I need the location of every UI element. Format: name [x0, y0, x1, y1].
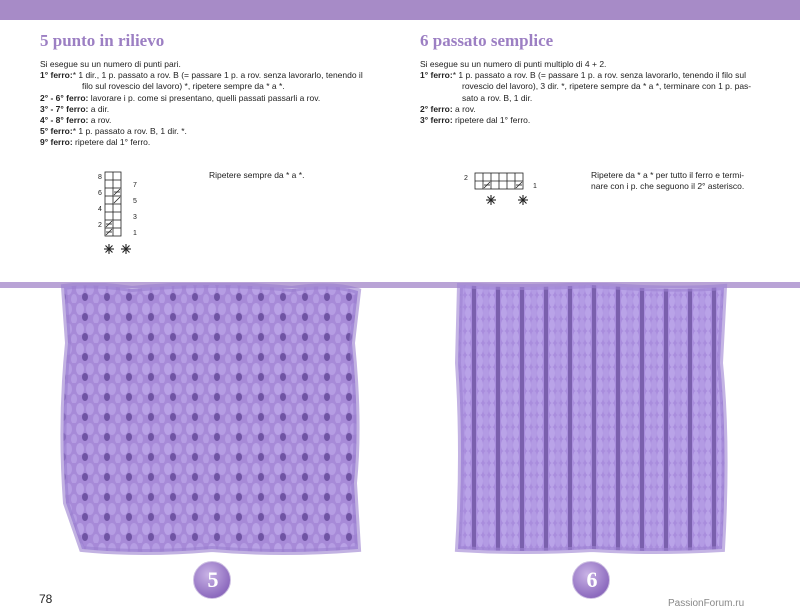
pattern-number-badge: 6: [567, 556, 615, 604]
instruction-line: 1° ferro:* 1 dir., 1 p. passato a rov. B (= passare 1 p. a rov. senza lavorarlo, tenendo il: [40, 70, 363, 81]
instruction-line: 2° - 6° ferro: lavorare i p. come si presentano, quelli passati passarli a rov.: [40, 92, 321, 103]
chart-note-left: Ripetere sempre da * a *.: [209, 170, 305, 180]
knit-swatch-photo-left: [52, 283, 372, 555]
knitting-chart-right: [458, 168, 538, 213]
chart-note-right: [591, 170, 781, 192]
watermark: PassionForum.ru: [668, 598, 745, 609]
chart-row-label: 3: [133, 214, 137, 221]
chart-row-label: 8: [98, 174, 102, 181]
instruction-line: 3° ferro: ripetere dal 1° ferro.: [420, 115, 531, 126]
instructions-right: [420, 59, 780, 126]
instruction-line: Si esegue su un numero di punti pari.: [40, 59, 181, 69]
chart-row-label: 4: [98, 206, 102, 213]
instruction-line: 4° - 8° ferro: a rov.: [40, 115, 112, 126]
pattern-number-badge: 5: [188, 556, 236, 604]
repeat-asterisk-icon: [486, 195, 496, 205]
instruction-line: filo sul rovescio del lavoro) *, ripetere sempre da * a *.: [82, 81, 285, 92]
instruction-line: 3° - 7° ferro: a dir.: [40, 103, 110, 114]
instructions-left: [40, 59, 395, 149]
chart-row-label: 1: [533, 183, 537, 190]
instruction-line: 2° ferro: a rov.: [420, 103, 476, 114]
repeat-asterisk-icon: [518, 195, 528, 205]
chart-row-label: 5: [133, 198, 137, 205]
knit-swatch-photo-right: [452, 283, 742, 555]
knitting-chart-left: [84, 167, 164, 262]
chart-row-label: 6: [98, 190, 102, 197]
instruction-line: rovescio del lavoro), 3 dir. *, ripetere sempre da * a *, terminare con 1 p. pas-: [462, 81, 752, 92]
instruction-line: sato a rov. B, 1 dir.: [462, 92, 533, 103]
note-line: Ripetere da * a * per tutto il ferro e termi-: [591, 170, 745, 180]
chart-row-label: 7: [133, 182, 137, 189]
instruction-line: 5° ferro:* 1 p. passato a rov. B, 1 dir. *.: [40, 126, 187, 137]
chart-row-label: 2: [98, 222, 102, 229]
section-title-5: 5 punto in rilievo: [40, 31, 165, 50]
page-number: 78: [39, 592, 53, 606]
chart-row-label: 1: [133, 230, 137, 237]
instruction-line: 1° ferro:* 1 p. passato a rov. B (= passare 1 p. a rov. senza lavorarlo, tenendo il filo sul: [420, 70, 747, 81]
chart-row-label: 2: [464, 175, 468, 182]
top-color-band: [0, 0, 800, 20]
note-line: nare con i p. che seguono il 2° asterisco.: [591, 181, 745, 191]
section-title-6: 6 passato semplice: [420, 31, 554, 50]
instruction-line: 9° ferro: ripetere dal 1° ferro.: [40, 137, 151, 148]
instruction-line: Si esegue su un numero di punti multiplo di 4 + 2.: [420, 59, 607, 69]
repeat-asterisk-icon: [104, 244, 114, 254]
repeat-asterisk-icon: [121, 244, 131, 254]
